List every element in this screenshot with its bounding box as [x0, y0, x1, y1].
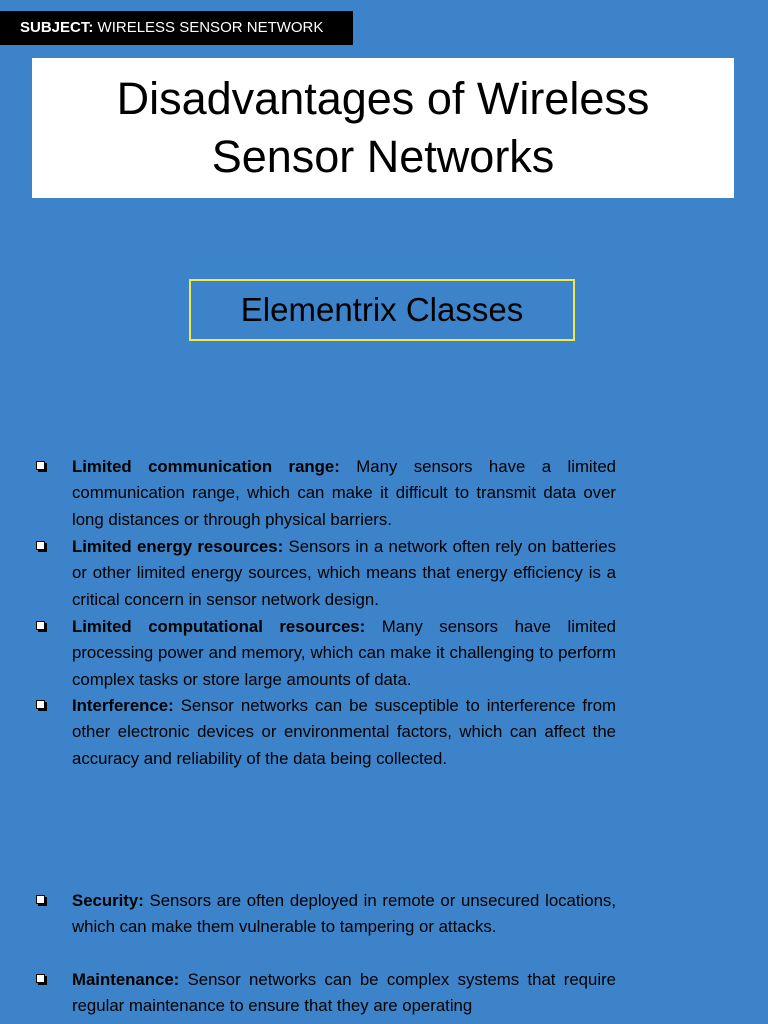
bullet-item-security: [72, 888, 616, 941]
bullet-item-interference: [72, 693, 616, 772]
bullet-term: Security:: [72, 891, 144, 910]
bullet-item-computational-resources: [72, 614, 616, 693]
brand-box: [189, 279, 575, 341]
bullet-item-energy-resources: [72, 534, 616, 613]
bullet-text: Sensor networks can be complex systems that require regular maintenance to ensure that they are operating: [72, 970, 616, 1016]
bullet-item-communication-range: [72, 454, 616, 533]
bullet-text: Many sensors have limited processing power and memory, which can make it challenging to perform complex tasks or store large amounts of data.: [72, 617, 616, 689]
checkbox-bullet-icon: [36, 895, 45, 904]
bullet-text: Sensor networks can be susceptible to interference from other electronic devices or environmental factors, which can affect the accuracy and reliability of the data being collected.: [72, 696, 616, 768]
bullet-text: Sensors in a network often rely on batteries or other limited energy sources, which means that energy efficiency is a critical concern in sensor network design.: [72, 537, 616, 609]
title-box: [32, 58, 734, 198]
page-title: Disadvantages of Wireless Sensor Networks: [116, 73, 650, 182]
bullet-term: Interference:: [72, 696, 174, 715]
bullet-term: Limited communication range:: [72, 457, 340, 476]
bullet-item-maintenance: [72, 967, 616, 1020]
subject-label: SUBJECT:: [20, 19, 94, 36]
subject-bar: [0, 11, 353, 45]
bullet-term: Limited energy resources:: [72, 537, 284, 556]
subject-value: WIRELESS SENSOR NETWORK: [97, 19, 324, 36]
checkbox-bullet-icon: [36, 700, 45, 709]
checkbox-bullet-icon: [36, 461, 45, 470]
bullet-term: Maintenance:: [72, 970, 180, 989]
bullet-text: Many sensors have a limited communication range, which can make it difficult to transmit data over long distances or through physical barriers.: [72, 457, 616, 529]
checkbox-bullet-icon: [36, 621, 45, 630]
bullet-term: Limited computational resources:: [72, 617, 366, 636]
bullet-text: Sensors are often deployed in remote or unsecured locations, which can make them vulnerable to tampering or attacks.: [72, 891, 616, 937]
checkbox-bullet-icon: [36, 541, 45, 550]
brand-name: Elementrix Classes: [240, 291, 524, 328]
checkbox-bullet-icon: [36, 974, 45, 983]
